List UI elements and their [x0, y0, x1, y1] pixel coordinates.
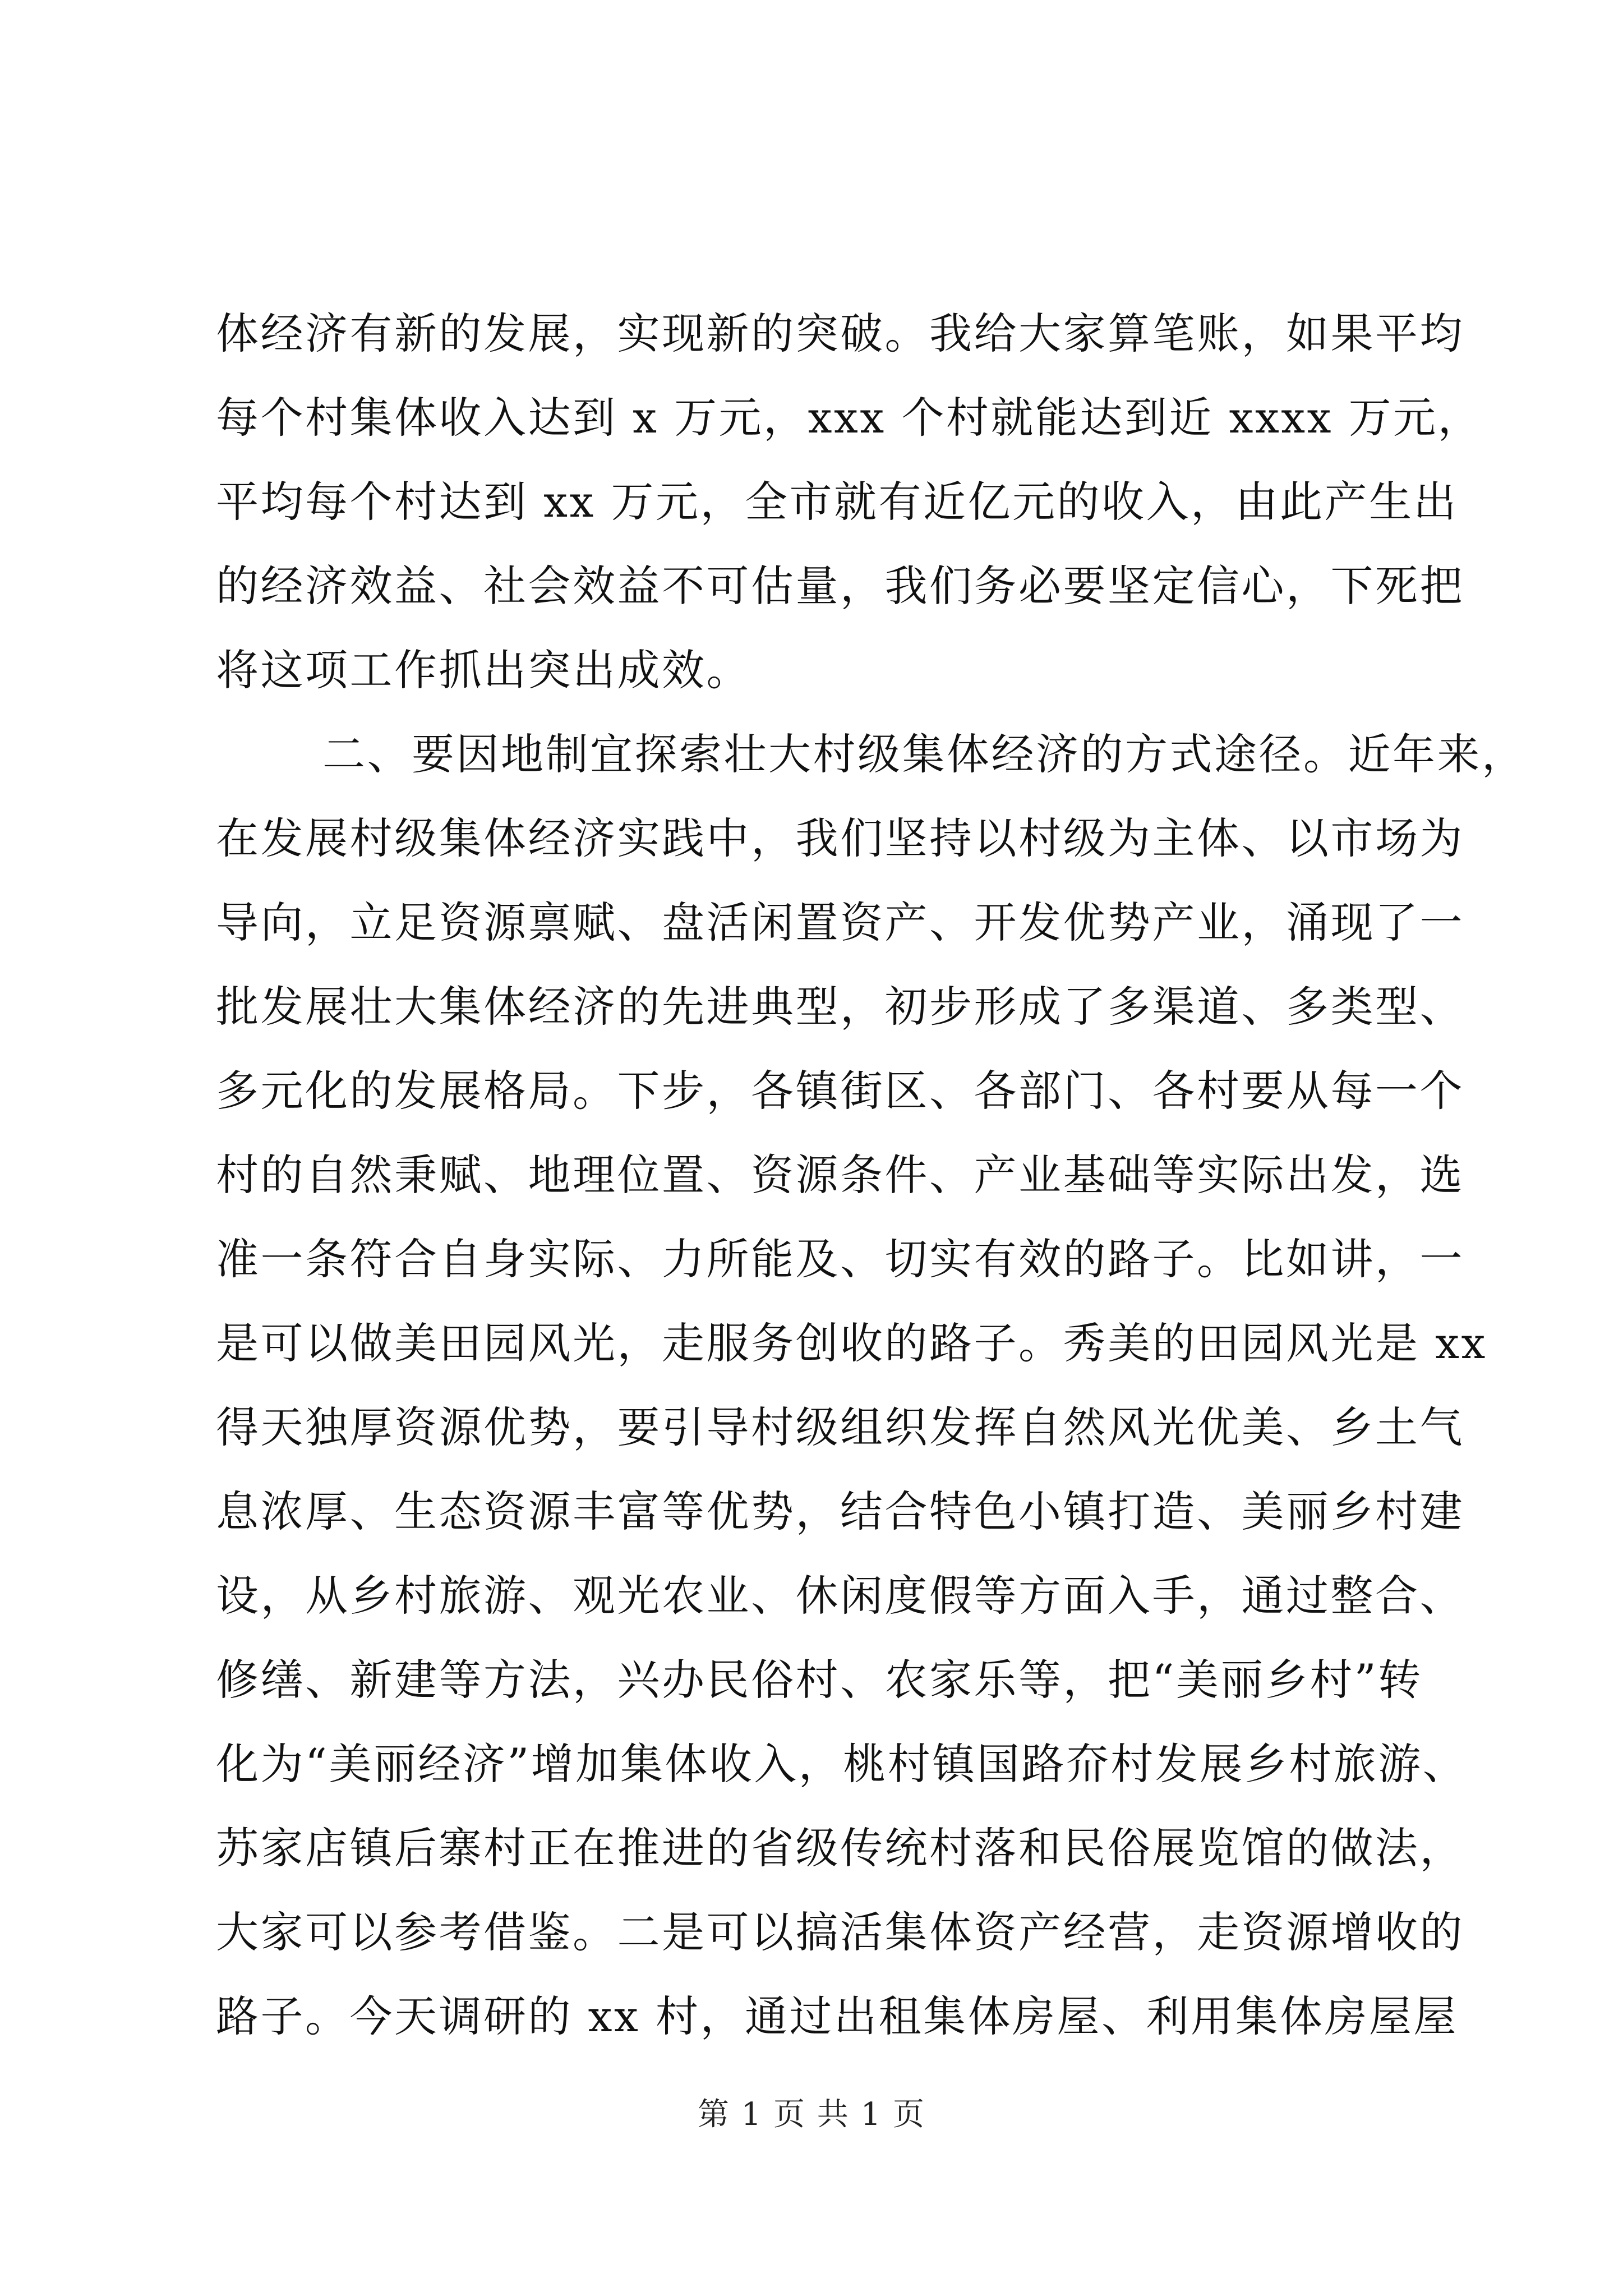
text-line: 苏家店镇后寨村正在推进的省级传统村落和民俗展览馆的做法，: [216, 1823, 1464, 1873]
page-footer: [0, 2092, 1623, 2137]
text-line: 得天独厚资源优势，要引导村级组织发挥自然风光优美、乡土气: [216, 1402, 1464, 1452]
text-line: 设，从乡村旅游、观光农业、休闲度假等方面入手，通过整合、: [216, 1571, 1464, 1621]
text-line: 的经济效益、社会效益不可估量，我们务必要坚定信心，下死把: [216, 561, 1464, 611]
paragraph-start-line: 二、要因地制宜探索壮大村级集体经济的方式途径。近年来，: [322, 729, 1527, 779]
text-line: 息浓厚、生态资源丰富等优势，结合特色小镇打造、美丽乡村建: [216, 1487, 1464, 1536]
text-line: 是可以做美田园风光，走服务创收的路子。秀美的田园风光是 xx: [216, 1318, 1487, 1368]
text-line: 多元化的发展格局。下步，各镇街区、各部门、各村要从每一个: [216, 1066, 1464, 1116]
page-number-label: 第 1 页 共 1 页: [697, 2096, 926, 2133]
text-line: 修缮、新建等方法，兴办民俗村、农家乐等，把“美丽乡村”转: [216, 1655, 1423, 1705]
text-line: 准一条符合自身实际、力所能及、切实有效的路子。比如讲，一: [216, 1234, 1464, 1284]
text-line: 体经济有新的发展，实现新的突破。我给大家算笔账，如果平均: [216, 309, 1464, 358]
text-line: 平均每个村达到 xx 万元，全市就有近亿元的收入，由此产生出: [216, 477, 1459, 527]
text-line: 每个村集体收入达到 x 万元，xxx 个村就能达到近 xxxx 万元，: [216, 393, 1483, 443]
text-line: 化为“美丽经济”增加集体收入，桃村镇国路夼村发展乡村旅游、: [216, 1739, 1468, 1789]
text-line: 在发展村级集体经济实践中，我们坚持以村级为主体、以市场为: [216, 813, 1464, 863]
text-line: 批发展壮大集体经济的先进典型，初步形成了多渠道、多类型、: [216, 982, 1464, 1032]
body-text: [216, 292, 1527, 2059]
text-line: 大家可以参考借鉴。二是可以搞活集体资产经营，走资源增收的: [216, 1907, 1464, 1957]
text-line: 村的自然秉赋、地理位置、资源条件、产业基础等实际出发，选: [216, 1150, 1464, 1200]
text-line: 导向，立足资源禀赋、盘活闲置资产、开发优势产业，涌现了一: [216, 898, 1464, 947]
text-line: 将这项工作抓出突出成效。: [216, 645, 751, 695]
text-line: 路子。今天调研的 xx 村，通过出租集体房屋、利用集体房屋屋: [216, 1991, 1459, 2041]
